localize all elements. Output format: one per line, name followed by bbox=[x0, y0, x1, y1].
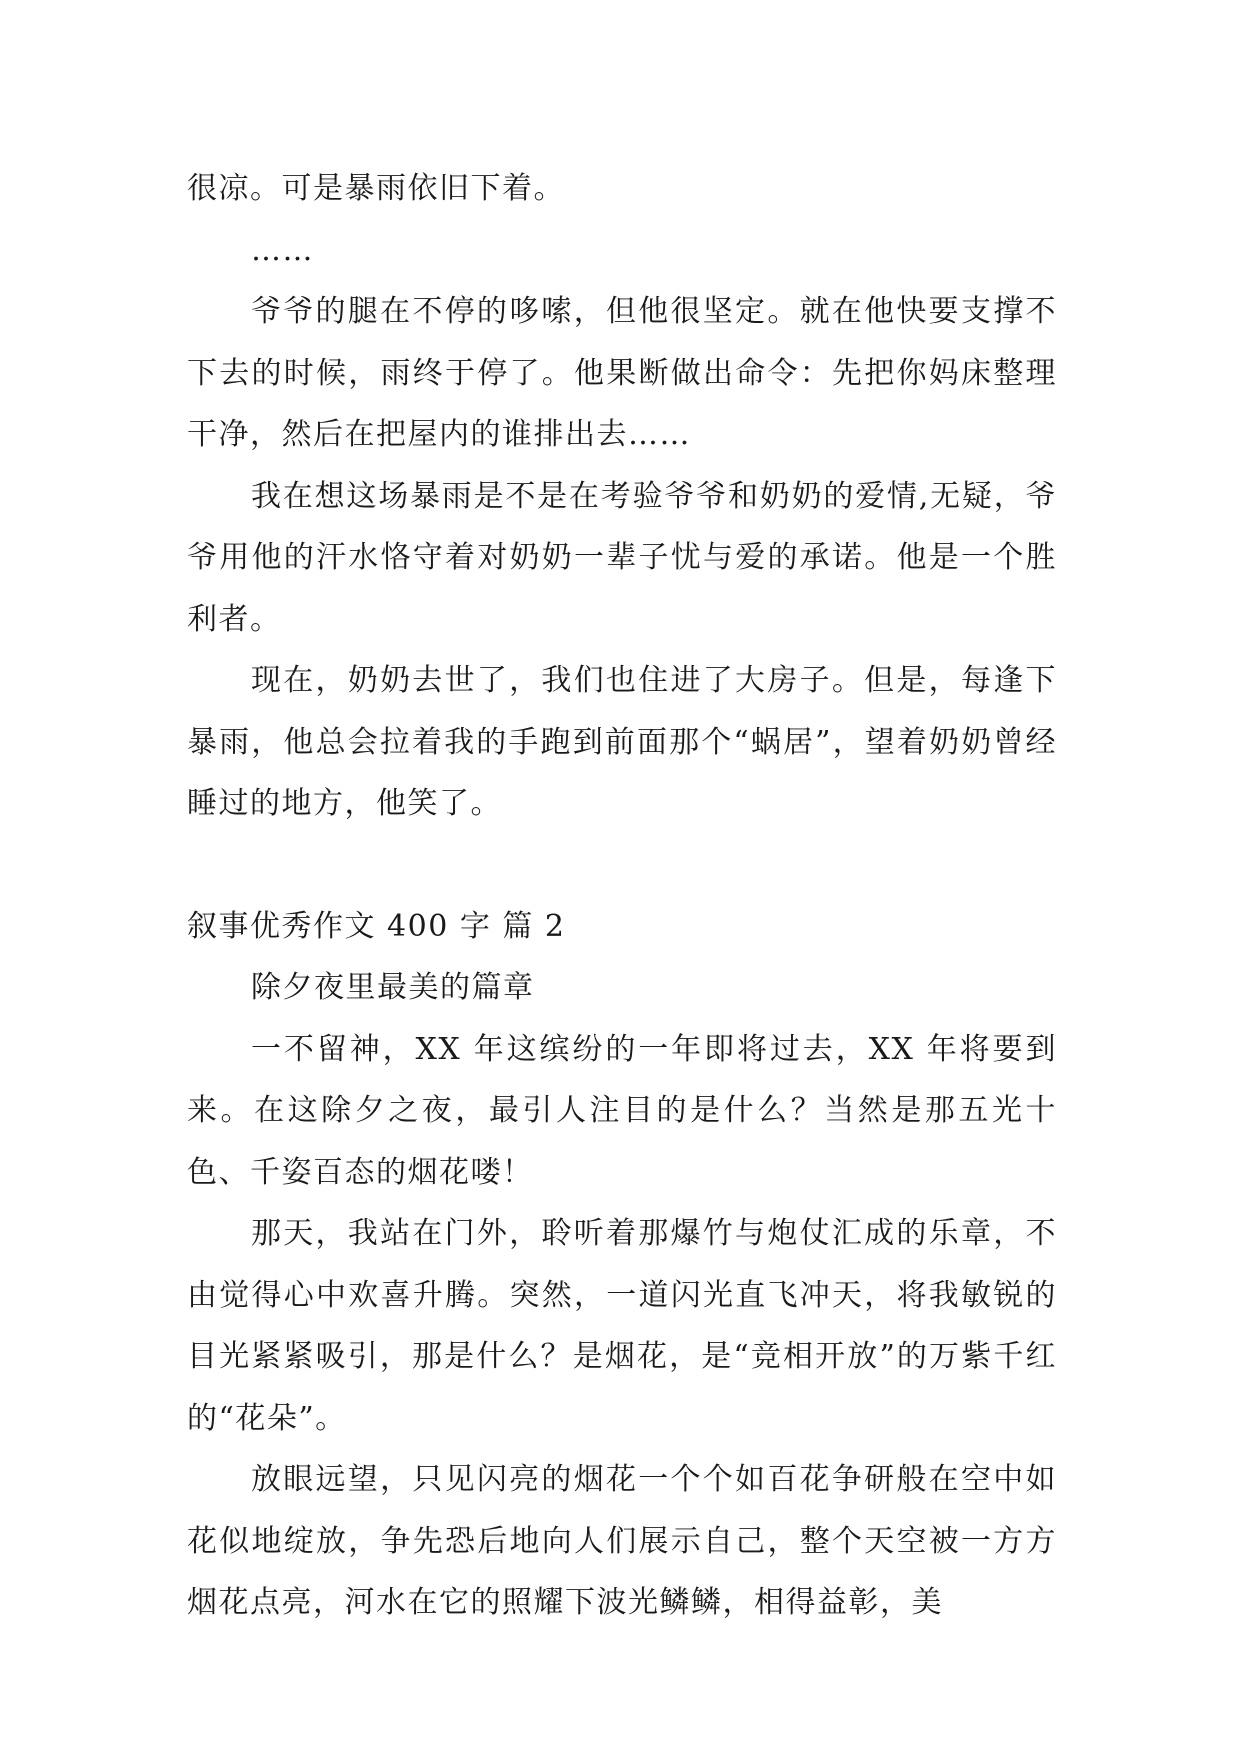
paragraph-ellipsis: …… bbox=[251, 232, 314, 268]
paragraph-5: 一不留神，XX 年这缤纷的一年即将过去，XX 年将要到来。在这除夕之夜，最引人注目的是什么？当然是那五光十色、千姿百态的烟花喽！ bbox=[187, 1031, 1057, 1190]
paragraph-6: 那天，我站在门外，聆听着那爆竹与炮仗汇成的乐章，不由觉得心中欢喜升腾。突然，一道闪光直飞冲天，将我敏锐的目光紧紧吸引，那是什么？是烟花，是“竞相开放”的万紫千红的“花朵”。 bbox=[187, 1216, 1057, 1436]
section-heading: 叙事优秀作文 400 字 篇 2 bbox=[187, 908, 566, 944]
paragraph-4: 现在，奶奶去世了，我们也住进了大房子。但是，每逢下暴雨，他总会拉着我的手跑到前面那个“蜗居”，望着奶奶曾经睡过的地方，他笑了。 bbox=[187, 663, 1057, 821]
paragraph-1: 很凉。可是暴雨依旧下着。 bbox=[187, 171, 565, 206]
paragraph-3: 我在想这场暴雨是不是在考验爷爷和奶奶的爱情,无疑，爷爷用他的汗水恪守着对奶奶一辈子忧与爱的承诺。他是一个胜利者。 bbox=[187, 478, 1057, 637]
paragraph-7: 放眼远望，只见闪亮的烟花一个个如百花争研般在空中如花似地绽放，争先恐后地向人们展示自己，整个天空被一方方烟花点亮，河水在它的照耀下波光鳞鳞，相得益彰，美 bbox=[187, 1462, 1057, 1620]
essay-title: 除夕夜里最美的篇章 bbox=[251, 970, 535, 1005]
section-gap bbox=[187, 835, 1057, 896]
document-body bbox=[187, 158, 1057, 1634]
paragraph-2: 爷爷的腿在不停的哆嗦，但他很坚定。就在他快要支撑不下去的时候，雨终于停了。他果断做出命令：先把你妈床整理干净，然后在把屋内的谁排出去…… bbox=[187, 294, 1057, 452]
